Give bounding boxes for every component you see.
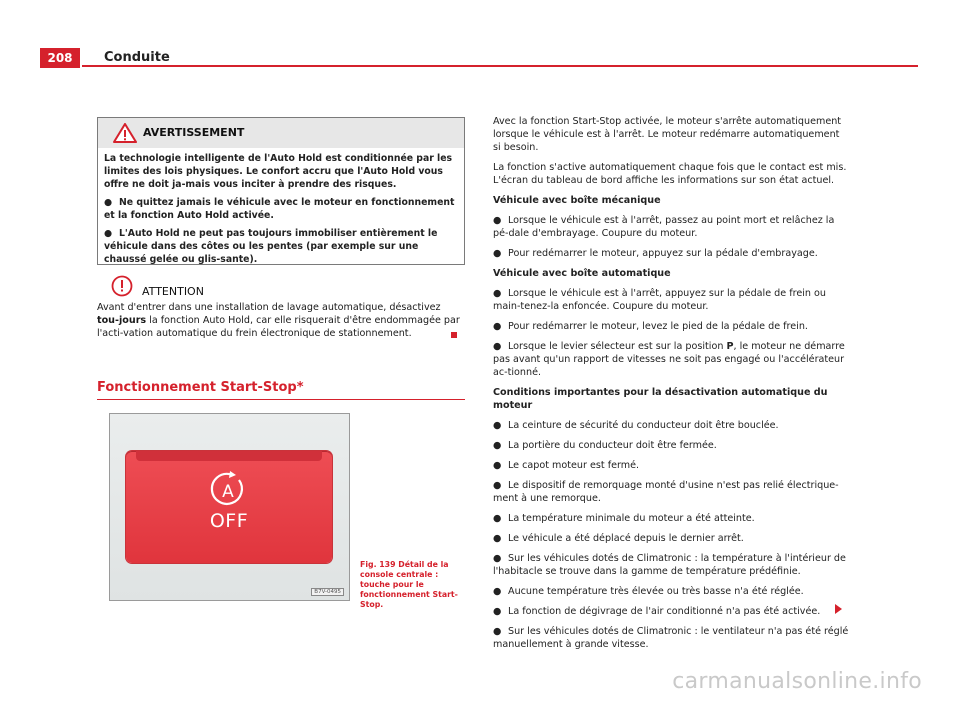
watermark: carmanualsonline.info bbox=[672, 669, 922, 694]
button-top-tab bbox=[136, 451, 322, 461]
subheading-manual: Véhicule avec boîte mécanique bbox=[493, 195, 661, 206]
chapter-title: Conduite bbox=[104, 50, 170, 65]
warning-bullet: ● Ne quittez jamais le véhicule avec le moteur en fonctionnement et la fonction Auto Hold activée. bbox=[104, 197, 455, 221]
paragraph: Avec la fonction Start-Stop activée, le moteur s'arrête automatiquement lorsque le véhicule est à l'arrêt. Le moteur redémarre automatiquement si besoin. bbox=[493, 116, 842, 153]
subheading-conditions: Conditions importantes pour la désactivation automatique du moteur bbox=[493, 387, 828, 411]
list-item: ● La fonction de dégivrage de l'air conditionné n'a pas été activée. bbox=[493, 606, 821, 617]
warning-body bbox=[98, 148, 464, 266]
list-item: ● Sur les véhicules dotés de Climatronic : le ventilateur n'a pas été réglé manuellement à grande vitesse. bbox=[493, 626, 849, 650]
right-column bbox=[493, 115, 849, 658]
list-item: ● Pour redémarrer le moteur, levez le pied de la pédale de frein. bbox=[493, 321, 808, 332]
attention-header bbox=[97, 275, 465, 299]
list-item: ● Lorsque le véhicule est à l'arrêt, appuyez sur la pédale de frein ou main-tenez-la enfoncée. Coupure du moteur. bbox=[493, 288, 826, 312]
auto-start-stop-icon bbox=[208, 471, 248, 507]
left-column bbox=[97, 117, 465, 265]
warning-header bbox=[98, 118, 464, 148]
list-item: ● Le capot moteur est fermé. bbox=[493, 460, 640, 471]
list-item: ● Aucune température très élevée ou très basse n'a été réglée. bbox=[493, 586, 804, 597]
figure-id: B7V-0495 bbox=[311, 588, 344, 596]
warning-triangle-icon bbox=[113, 123, 137, 143]
list-item: ● La ceinture de sécurité du conducteur doit être bouclée. bbox=[493, 420, 779, 431]
list-item: ● Lorsque le véhicule est à l'arrêt, passez au point mort et relâchez la pé-dale d'embrayage. Coupure du moteur. bbox=[493, 215, 835, 239]
list-item: ● Le véhicule a été déplacé depuis le dernier arrêt. bbox=[493, 533, 744, 544]
list-item: ● La portière du conducteur doit être fermée. bbox=[493, 440, 717, 451]
continue-arrow-icon bbox=[835, 604, 842, 614]
section-heading: Fonctionnement Start-Stop* bbox=[97, 380, 304, 395]
list-item: ● Le dispositif de remorquage monté d'usine n'est pas relié électrique-ment à une remorque. bbox=[493, 480, 839, 504]
page-number: 208 bbox=[40, 48, 80, 68]
list-item: ● La température minimale du moteur a été atteinte. bbox=[493, 513, 755, 524]
attention-body: Avant d'entrer dans une installation de lavage automatique, désactivez tou-jours la fonction Auto Hold, car elle risquerait d'être endommagée par l'acti-vation automatique du frein électronique de stationnement. bbox=[97, 302, 460, 339]
warning-intro: La technologie intelligente de l'Auto Hold est conditionnée par les limites des lois physiques. Le confort accru que l'Auto Hold vous offre ne doit ja-mais vous inciter à prendre des risques. bbox=[104, 153, 453, 190]
section-rule bbox=[97, 399, 465, 400]
end-marker-icon bbox=[451, 332, 457, 338]
button-off-label: OFF bbox=[209, 510, 249, 532]
list-item: ● Lorsque le levier sélecteur est sur la position P, le moteur ne démarre pas avant qu'un rapport de vitesses ne soit pas engagé ou l'accélérateur ac-tionné. bbox=[493, 341, 845, 378]
header-rule bbox=[82, 65, 918, 67]
warning-box bbox=[97, 117, 465, 265]
paragraph: La fonction s'active automatiquement chaque fois que le contact est mis. L'écran du tableau de bord affiche les informations sur son état actuel. bbox=[493, 162, 847, 186]
warning-bullet: ● L'Auto Hold ne peut pas toujours immobiliser entièrement le véhicule dans des côtes ou les pentes (par exemple sur une chaussé gelée ou glis-sante). bbox=[104, 228, 438, 265]
subheading-automatic: Véhicule avec boîte automatique bbox=[493, 268, 671, 279]
list-item: ● Pour redémarrer le moteur, appuyez sur la pédale d'embrayage. bbox=[493, 248, 818, 259]
attention-exclamation-icon bbox=[111, 275, 133, 297]
warning-title: AVERTISSEMENT bbox=[143, 126, 245, 139]
list-item: ● Sur les véhicules dotés de Climatronic : la température à l'intérieur de l'habitacle se trouve dans la gamme de température prédéfinie. bbox=[493, 553, 846, 577]
figure-start-stop-button bbox=[109, 413, 350, 601]
attention-title: ATTENTION bbox=[142, 285, 204, 298]
start-stop-off-button bbox=[126, 451, 332, 563]
auto-letter: A bbox=[222, 482, 234, 502]
figure-caption: Fig. 139 Détail de la console centrale : touche pour le fonctionnement Start-Stop. bbox=[360, 560, 458, 609]
